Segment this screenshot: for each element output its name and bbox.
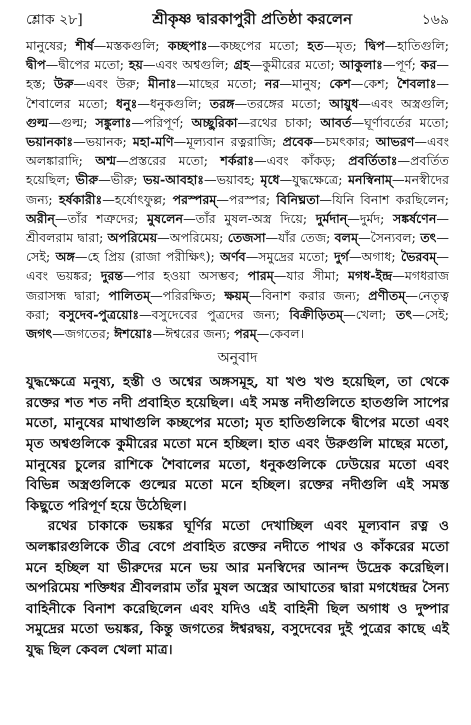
glossary-definition: —তাঁর শত্রুদের; (54, 210, 148, 226)
glossary-term: তেজসা (227, 230, 266, 246)
glossary-term: উরু (54, 76, 74, 92)
glossary-definition: —হাতিগুলি; (384, 38, 449, 53)
glossary-term: ধনুঃ (116, 95, 138, 111)
glossary-definition: —যিনি বিনাশ করছিলেন; (319, 191, 449, 207)
glossary-term: প্রবর্তিতাঃ (348, 153, 398, 169)
glossary-term: ভৈরবম্ (401, 249, 437, 265)
glossary-term: অচ্ছুরিকা (191, 114, 238, 130)
glossary-definition: —সেই; (412, 306, 449, 322)
glossary-term: নর (264, 76, 280, 92)
glossary-term: অশ্ম (95, 153, 117, 169)
glossary-term: প্রণীতম্ (368, 287, 406, 303)
glossary-term: শৈবলাঃ (397, 76, 437, 92)
glossary-definition: —পরস্পর; (216, 191, 277, 207)
glossary-definition: —যুদ্ধক্ষেত্রে; (279, 172, 349, 188)
glossary-definition: —হর্ষোৎফুল্ল; (102, 191, 173, 207)
glossary-definition: —হস্ত; (26, 57, 450, 92)
glossary-definition: —এবং অলঙ্কারাদি; (26, 134, 449, 169)
glossary-term: পরস্পরম্ (172, 191, 217, 207)
glossary-definition: —এবং ভয়ঙ্কর; (26, 249, 450, 284)
glossary-term: শীর্ষ (75, 38, 94, 53)
glossary-term: আবর্ত (320, 114, 352, 130)
glossary-term: তৎ (420, 230, 437, 246)
glossary-term: ভীরু (75, 172, 99, 188)
glossary-definition: —সমুদ্রের মতো; (245, 249, 335, 265)
glossary-term: কেশ (329, 76, 351, 92)
page-header (26, 8, 449, 34)
glossary-term: পরম্ (234, 326, 257, 342)
glossary-term: বসুদেব-পুত্রয়োঃ (59, 306, 140, 322)
glossary-definition: —পরিরক্ষিত; (150, 287, 225, 303)
page-number: ১৬৯ (421, 12, 449, 28)
verse-label: শ্লোক ২৮] (26, 12, 83, 28)
glossary-term: অর্ণব (220, 249, 246, 265)
glossary-definition: —অগাধ; (348, 249, 401, 265)
glossary-definition: —তরঙ্গের মতো; (234, 95, 330, 111)
glossary-term: অঙ্গ (55, 249, 75, 265)
glossary-definition: —মানুষ; (279, 76, 330, 92)
glossary-term: দুর্মদান্ (315, 210, 348, 226)
glossary-definition: —সৈন্যবল; (358, 230, 421, 246)
glossary-definition: —ভয়ানক; (73, 134, 133, 150)
glossary-definition: —শৈবালের মতো; (26, 76, 450, 111)
glossary-term: তরঙ্গ (209, 95, 235, 111)
glossary-definition: —খেলা; (343, 306, 396, 322)
glossary-definition: —ঘূর্ণাবর্তের মতো; (351, 114, 449, 130)
glossary-definition: —ভয়াবহ; (203, 172, 261, 188)
glossary-definition: —শ্রীবলরাম দ্বারা; (26, 210, 449, 246)
translation-heading: অনুবাদ (217, 350, 258, 367)
glossary-term: জগৎ (26, 326, 53, 342)
glossary-definition: —জগতের; (52, 326, 115, 342)
glossary-term: মহা-মণি (132, 134, 174, 150)
glossary-term: দুর্গ (334, 249, 349, 265)
glossary-term: ঈশয়োঃ (114, 326, 153, 342)
glossary-definition: —প্রবর্তিত হয়েছিল; (26, 153, 449, 188)
glossary-definition: —দ্বীপের মতো; (45, 57, 129, 73)
glossary-term: হর্ষকারীঃ (58, 191, 103, 207)
glossary-definition: —মনস্বীদের জন্য; (26, 172, 449, 207)
glossary-term: মনস্বিনাম্ (348, 172, 393, 188)
glossary-term: বলম্ (334, 230, 359, 246)
glossary-definition: —ভীরু; (98, 172, 144, 188)
glossary-definition: —বসুদেবের পুত্রদের জন্য; (139, 306, 290, 322)
translation-paragraph: যুদ্ধক্ষেত্রে মনুষ্য, হস্তী ও অশ্বের অঙ্গসমূহ, যা খণ্ড খণ্ড হয়েছিল, তা থেকে রক্তের শত শত নদী প্রবাহিত হয়েছিল। এই সমস্ত নদীগুলিতে হাতগুলি সাপের মতো, মানুষের মাথাগুলি কচ্ছপের মতো; মৃত হাতিগুলিকে দ্বীপের মতো এবং মৃত অশ্বগুলিকে কুমীরের মতো মনে হচ্ছিল। হাত এবং উরুগুলি মাছের মতো, মানুষের চুলের রাশিকে শৈবালের মতো, ধনুকগুলিকে ঢেউয়ের মতো এবং বিভিন্ন অস্ত্রগুলিকে গুল্মের মতো মনে হচ্ছিল। রক্তের নদীগুলি এই সমস্ত কিছুতে পরিপূর্ণ হয়ে উঠেছিল। (26, 374, 449, 514)
glossary-definition: —কেবল। (256, 326, 305, 342)
glossary-term: কচ্ছপাঃ (167, 38, 208, 53)
translation-paragraph: রথের চাকাকে ভয়ঙ্কর ঘূর্ণির মতো দেখাচ্ছিল এবং মূল্যবান রত্ন ও অলঙ্কারগুলিকে তীব্র বেগে প্রবাহিত রক্তের নদীতে পাথর ও কাঁকরের মতো মনে হচ্ছিল যা ভীরুদের মনে ভয় আর মনস্বিদের আনন্দ উদ্রেক করেছিল। অপরিমেয় শক্তিধর শ্রীবলরাম তাঁর মুষল অস্ত্রের আঘাতের দ্বারা মগধেন্দ্রর সৈন্য বাহিনীকে বিনাশ করেছিলেন এবং যদিও এই বাহিনী ছিল অগাধ ও দুষ্পার সমুদ্রের মতো ভয়ঙ্কর, কিন্তু জগতের ঈশ্বরদ্বয়, বসুদেবের দুই পুত্রের কাছে এই যুদ্ধ ছিল কেবল খেলা মাত্র। (26, 518, 449, 658)
glossary-term: পালিতম্ (108, 287, 151, 303)
glossary-definition: —মগধরাজ জরাসন্ধ দ্বারা; (26, 268, 450, 303)
glossary-term: ক্ষয়ম্ (224, 287, 249, 303)
glossary-definition: —গুল্ম; (48, 114, 96, 130)
glossary-definition: —হে প্রিয় (রাজা পরীক্ষিৎ); (74, 249, 221, 265)
glossary-term: অপরিমেয় (107, 230, 158, 246)
glossary-definition: —ঈশ্বরের জন্য; (152, 326, 235, 342)
glossary-term: দ্বীপ (26, 57, 46, 73)
glossary-term: সঙ্কুলাঃ (95, 114, 132, 130)
glossary-term: মগধ-ইন্দ্র (347, 268, 393, 284)
glossary-term: বিক্রীড়িতম্ (289, 306, 344, 322)
glossary-definition: —কুমীরের মতো; (249, 57, 340, 73)
glossary-definition: —বিনাশ করার জন্য; (248, 287, 369, 303)
glossary-term: তৎ (395, 306, 413, 322)
glossary-term: হয় (128, 57, 143, 73)
glossary-definition: —রথের চাকা; (237, 114, 321, 130)
glossary-definition: —অপরিমেয়; (157, 230, 228, 246)
glossary-definition: —সেই; (26, 230, 449, 265)
glossary-definition: —ধনুকগুলি; (137, 95, 210, 111)
glossary-definition: —নেতৃত্ব করা; (26, 287, 449, 322)
glossary-definition: —যার সীমা; (273, 268, 348, 284)
glossary-term: পারম্ (247, 268, 274, 284)
glossary-definition: —এবং অস্ত্রগুলি; (358, 95, 450, 111)
glossary-term: শর্করাঃ (220, 153, 255, 169)
glossary-definition: —পরিপূর্ণ; (131, 114, 192, 130)
glossary-term: আয়ুধ (329, 95, 359, 111)
glossary-term: দ্বিপ (365, 38, 385, 53)
glossary-definition: —এবং উরু; (73, 76, 148, 92)
glossary-term: গুল্ম (26, 114, 49, 130)
glossary-term: কর (420, 57, 437, 73)
glossary-term: সঙ্কর্ষণেন (393, 210, 437, 226)
glossary-term: মুষলেন (147, 210, 184, 226)
glossary-definition: —মৃত; (323, 38, 366, 53)
glossary-definition: —এবং অশ্বগুলি; (142, 57, 234, 73)
glossary-term: আভরণ (375, 134, 415, 150)
glossary-definition: —এবং কাঁকড়; (254, 153, 349, 169)
glossary-definition: —মস্তকগুলি; (93, 38, 168, 53)
glossary-definition: —মাছের মতো; (176, 76, 265, 92)
glossary-definition: —চমৎকার; (312, 134, 376, 150)
glossary-term: ভয়ানকাঃ (26, 134, 74, 150)
glossary-term: প্রবেক (282, 134, 313, 150)
glossary-definition: —পার হওয়া অসম্ভব; (123, 268, 248, 284)
translation-body (26, 372, 449, 660)
glossary-definition: —দুর্মদ; (347, 210, 394, 226)
word-for-word-glossary (26, 36, 449, 343)
glossary-term: ভয়-আবহাঃ (143, 172, 204, 188)
glossary-definition: —কচ্ছপের মতো; (207, 38, 308, 53)
glossary-definition: —কেশ; (350, 76, 398, 92)
glossary-definition: —মূল্যবান রত্নরাজি; (173, 134, 283, 150)
chapter-title: শ্রীকৃষ্ণ দ্বারকাপুরী প্রতিষ্ঠা করলেন (152, 10, 353, 28)
glossary-term: বিনিঘ্নতা (276, 191, 320, 207)
glossary-term: হত (307, 38, 324, 53)
glossary-definition: —তাঁর মুষল-অস্ত্র দিয়ে; (183, 210, 316, 226)
glossary-term: গ্রহ (233, 57, 250, 73)
glossary-term: আকুলাঃ (339, 57, 383, 73)
glossary-term: মীনাঃ (148, 76, 177, 92)
glossary-definition: মানুষের; (26, 38, 76, 53)
glossary-definition: —যাঁর তেজ; (265, 230, 335, 246)
glossary-term: অরীন্ (26, 210, 55, 226)
glossary-definition: —প্রস্তরের মতো; (116, 153, 221, 169)
glossary-term: দুরন্ত (100, 268, 124, 284)
glossary-definition: —পূর্ণ; (382, 57, 421, 73)
glossary-term: মৃধে (260, 172, 280, 188)
